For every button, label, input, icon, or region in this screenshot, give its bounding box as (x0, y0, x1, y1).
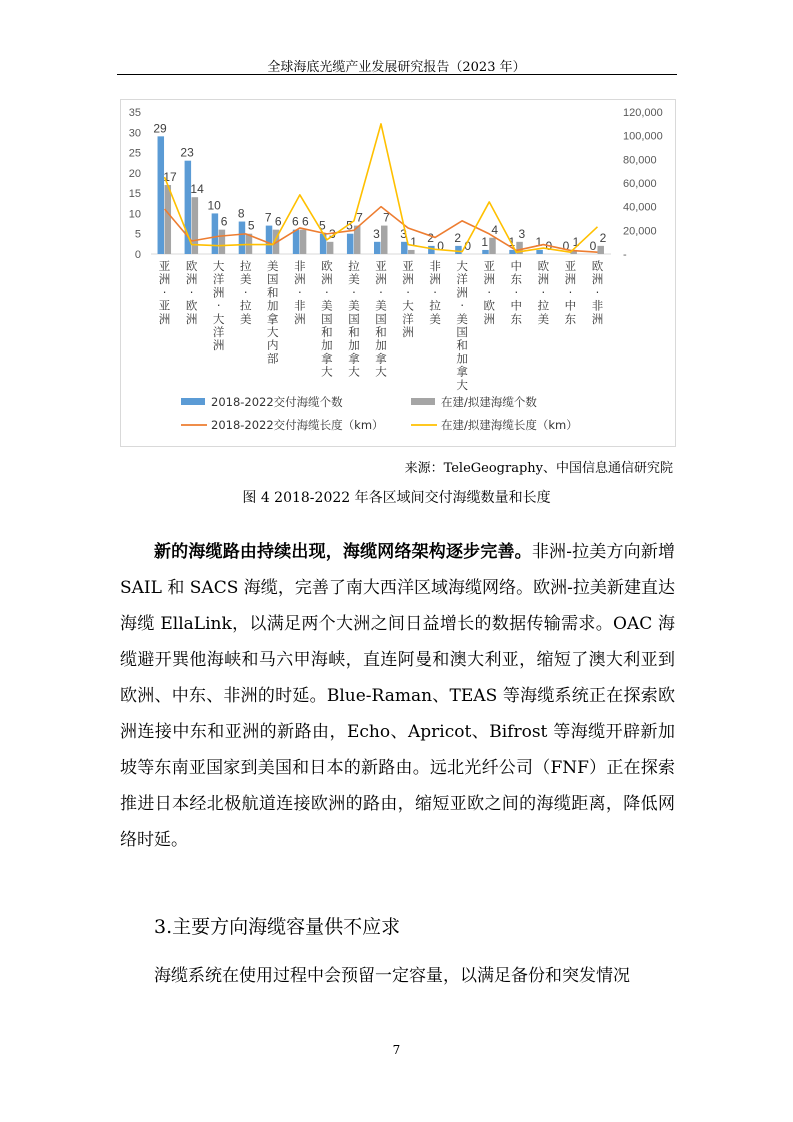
category-label: 美国和加拿大内部 (267, 259, 279, 366)
bar-planned (300, 230, 307, 254)
header-rule (117, 74, 677, 75)
page-number: 7 (392, 1043, 401, 1057)
bar-delivered (239, 222, 246, 254)
bar-planned (219, 230, 226, 254)
bar-data-label: 7 (356, 210, 363, 225)
bar-data-label: 8 (237, 206, 245, 221)
bar-planned (489, 238, 496, 254)
bar-data-label: 0 (589, 239, 597, 253)
bar-data-label: 6 (301, 214, 309, 229)
bar-data-label: 2 (454, 230, 462, 245)
category-label: 亚洲·亚洲 (158, 259, 171, 326)
bar-data-label: 3 (373, 226, 380, 241)
bar-data-label: 5 (247, 218, 255, 233)
category-label: 拉美·拉美 (239, 259, 252, 326)
bar-delivered (482, 250, 489, 254)
y-right-tick-label: 80,000 (623, 154, 657, 167)
bar-data-label: 0 (464, 239, 472, 253)
bar-data-label: 7 (264, 210, 272, 225)
bar-delivered (536, 250, 543, 254)
figure-source: 来源：TeleGeography、中国信息通信研究院 (404, 461, 673, 476)
bar-data-label: 23 (180, 145, 194, 160)
bar-planned (381, 226, 388, 254)
chart-container (120, 99, 676, 447)
bar-data-label: 4 (491, 222, 499, 237)
bar-data-label: 3 (400, 226, 407, 241)
category-label: 大洋洲·大洋洲 (212, 259, 225, 353)
bar-data-label: 0 (545, 239, 553, 253)
bar-delivered (212, 213, 219, 254)
bar-data-label: 29 (153, 121, 167, 136)
y-right-tick-label: 40,000 (623, 201, 657, 214)
bar-data-label: 3 (329, 226, 336, 241)
bar-delivered (293, 230, 300, 254)
bar-data-label: 6 (291, 214, 299, 229)
bar-data-label: 2 (599, 230, 607, 245)
bar-planned (597, 246, 604, 254)
bar-planned (165, 185, 172, 254)
bar-data-label: 6 (220, 214, 228, 229)
y-left-tick-label: 5 (134, 228, 141, 241)
bar-planned (408, 250, 415, 254)
bar-data-label: 10 (207, 198, 221, 213)
category-label: 非洲·拉美 (429, 259, 441, 326)
category-label: 欧洲·欧洲 (185, 259, 198, 326)
paragraph-lead: 新的海缆路由持续出现，海缆网络架构逐步完善。 (154, 542, 532, 562)
bar-data-label: 1 (508, 234, 516, 249)
bar-delivered (401, 242, 408, 254)
y-right-tick-label: 60,000 (623, 178, 657, 190)
bar-delivered (455, 246, 462, 254)
page-header: 全球海底光缆产业发展研究报告（2023 年） (267, 60, 526, 75)
y-left-tick-label: 35 (128, 107, 141, 119)
category-label: 非洲·非洲 (294, 259, 306, 326)
bar-data-label: 14 (190, 182, 204, 197)
bar-data-label: 2 (427, 230, 434, 245)
category-label: 欧洲·拉美 (537, 259, 550, 326)
bar-data-label: 17 (163, 170, 177, 185)
legend-label: 在建/拟建海缆长度（km） (441, 418, 578, 432)
legend-label: 2018-2022交付海缆长度（km） (211, 418, 384, 432)
y-left-tick-label: 0 (134, 249, 141, 261)
bar-delivered (347, 234, 354, 254)
section-heading: 3.主要方向海缆容量供不应求 (154, 916, 401, 938)
y-right-tick-label: 120,000 (623, 107, 663, 119)
category-label: 亚洲·中东 (564, 259, 577, 326)
paragraph-new-routes (120, 534, 675, 858)
paragraph-capacity: 海缆系统在使用过程中会预留一定容量，以满足备份和突发情况 (154, 966, 630, 986)
y-left-tick-label: 20 (128, 167, 141, 180)
y-left-tick-label: 25 (128, 147, 141, 160)
figure-caption: 图 4 2018-2022 年各区域间交付海缆数量和长度 (242, 490, 551, 506)
bar-data-label: 5 (346, 218, 353, 233)
y-left-tick-label: 15 (128, 188, 141, 201)
y-right-tick-label: 100,000 (623, 130, 663, 143)
bar-data-label: 5 (319, 218, 326, 233)
legend-label: 2018-2022交付海缆个数 (211, 395, 343, 409)
category-label: 亚洲·美国和加拿大 (375, 259, 387, 379)
legend-label: 在建/拟建海缆个数 (441, 395, 537, 409)
category-label: 拉美·美国和加拿大 (348, 259, 360, 379)
bar-line-chart (121, 100, 675, 446)
legend-swatch (181, 398, 205, 405)
y-left-tick-label: 30 (128, 127, 141, 140)
legend-swatch (411, 398, 435, 405)
bar-planned (327, 242, 334, 254)
bar-data-label: 0 (562, 239, 570, 253)
bar-data-label: 6 (274, 214, 282, 229)
category-label: 欧洲·美国和加拿大 (321, 259, 333, 379)
y-right-tick-label: - (623, 249, 627, 261)
bar-delivered (374, 242, 381, 254)
category-label: 亚洲·欧洲 (483, 259, 495, 326)
bar-delivered (158, 136, 165, 254)
category-label: 中东·中东 (510, 259, 523, 326)
paragraph-body: 非洲-拉美方向新增 SAIL 和 SACS 海缆，完善了南大西洋区域海缆网络。欧洲-拉美新建直达海缆 EllaLink，以满足两个大洲之间日益增长的数据传输需求。OAC 海缆避开巽他海峡和马六甲海峡，直连阿曼和澳大利亚，缩短了澳大利亚到欧洲、中东、非洲的时延。Blue-Raman、TEAS 等海缆系统正在探索欧洲连接中东和亚洲的新路由，Echo、Apricot、Bifrost 等海缆开辟新加坡等东南亚国家到美国和日本的新路由。远北光纤公司（FNF）正在探索推进日本经北极航道连接欧洲的路由，缩短亚欧之间的海缆距离，降低网络时延。 (120, 542, 676, 850)
bar-delivered (428, 246, 435, 254)
bar-delivered (266, 226, 273, 254)
category-label: 欧洲·非洲 (591, 259, 604, 326)
category-label: 大洋洲·美国和加拿大 (456, 259, 468, 392)
bar-data-label: 3 (518, 226, 526, 241)
y-left-tick-label: 10 (128, 208, 141, 221)
bar-data-label: 1 (410, 234, 417, 249)
bar-data-label: 0 (437, 239, 444, 253)
bar-data-label: 1 (481, 234, 489, 249)
bar-data-label: 1 (535, 234, 543, 249)
category-label: 亚洲·大洋洲 (402, 259, 414, 339)
y-right-tick-label: 20,000 (623, 225, 657, 238)
bar-data-label: 7 (383, 210, 390, 225)
bar-data-label: 1 (572, 234, 580, 249)
